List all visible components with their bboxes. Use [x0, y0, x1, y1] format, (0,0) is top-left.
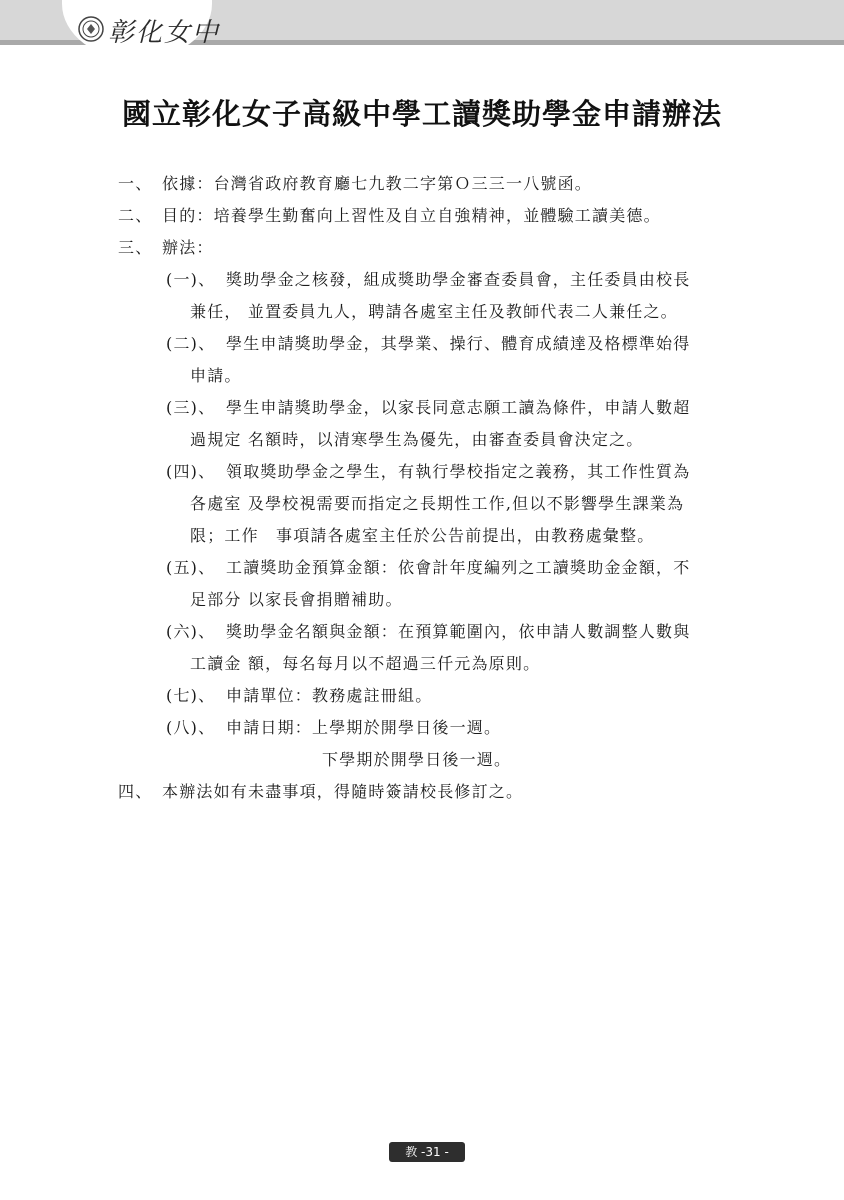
section-number: 一、	[118, 174, 153, 193]
section-number: 三、	[118, 238, 153, 257]
item-number: (八)、	[166, 718, 216, 737]
item-number: (七)、	[166, 686, 216, 705]
school-name: 彰化女中	[108, 18, 221, 48]
item-text: 下學期於開學日後一週。	[322, 750, 512, 769]
item-text: 學生申請獎助學金，以家長同意志願工讀為條件，申請人數超	[226, 398, 691, 417]
item-text: 兼任， 並置委員九人，聘請各處室主任及教師代表二人兼任之。	[190, 302, 678, 321]
item-text: 足部分 以家長會捐贈補助。	[190, 590, 403, 609]
item-text: 領取獎助學金之學生，有執行學校指定之義務，其工作性質為	[226, 462, 691, 481]
item-text: 工讀獎助金預算金額：依會計年度編列之工讀獎助金金額，不	[226, 558, 691, 577]
section-text: 辦法：	[162, 238, 214, 257]
item-number: (四)、	[166, 462, 216, 481]
section-text: 目的：培養學生勤奮向上習性及自立自強精神，並體驗工讀美德。	[162, 206, 661, 225]
section-text: 依據：台灣省政府教育廳七九教二字第Ｏ三三一八號函。	[162, 174, 593, 193]
item-text: 工讀金 額，每名每月以不超過三仟元為原則。	[190, 654, 541, 673]
item-text: 獎助學金名額與金額：在預算範圍內，依申請人數調整人數與	[226, 622, 691, 641]
item-text: 申請。	[190, 366, 242, 385]
item-number: (五)、	[166, 558, 216, 577]
school-emblem-icon	[78, 16, 104, 42]
section-text: 本辦法如有未盡事項，得隨時簽請校長修訂之。	[162, 782, 524, 801]
page-title: 國立彰化女子高級中學工讀獎助學金申請辦法	[121, 97, 722, 131]
item-text: 獎助學金之核發，組成獎助學金審查委員會，主任委員由校長	[226, 270, 691, 289]
section-number: 四、	[118, 782, 153, 801]
item-text: 學生申請獎助學金，其學業、操行、體育成績達及格標準始得	[226, 334, 691, 353]
item-number: (六)、	[166, 622, 216, 641]
item-text: 限；工作 事項請各處室主任於公告前提出，由教務處彙整。	[190, 526, 655, 545]
item-text: 各處室 及學校視需要而指定之長期性工作,但以不影響學生課業為	[190, 494, 685, 513]
section-number: 二、	[118, 206, 153, 225]
item-number: (三)、	[166, 398, 216, 417]
item-number: (一)、	[166, 270, 216, 289]
item-text: 過規定 名額時，以清寒學生為優先，由審查委員會決定之。	[190, 430, 644, 449]
item-number: (二)、	[166, 334, 216, 353]
item-text: 申請單位：教務處註冊組。	[226, 686, 433, 705]
page-number: 教 -31 -	[389, 1142, 465, 1162]
page-header	[0, 0, 844, 62]
item-text: 申請日期：上學期於開學日後一週。	[226, 718, 502, 737]
